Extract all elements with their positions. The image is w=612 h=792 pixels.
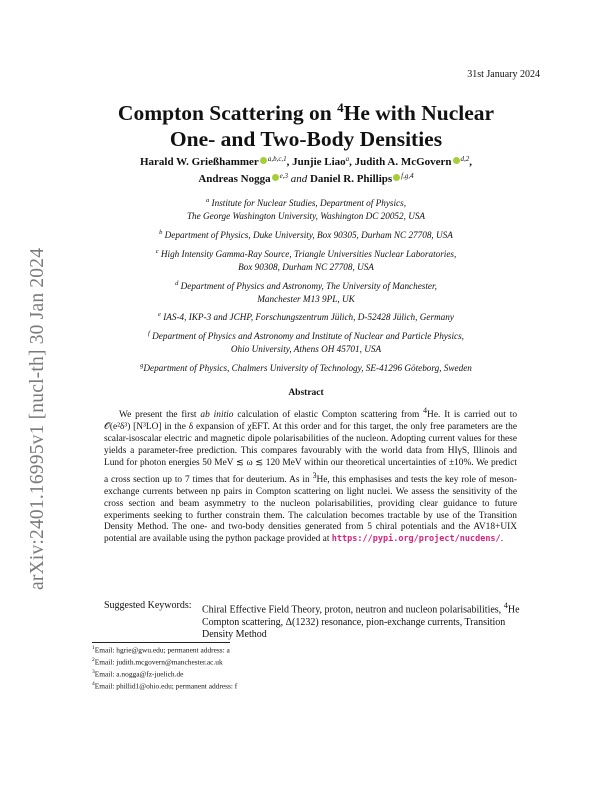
footnote [92, 669, 183, 678]
authors-and: and [290, 173, 308, 185]
abstract-text: calculation of elastic Compton scattering from [233, 410, 424, 421]
affiliation-label: c [155, 248, 159, 255]
keywords-text: He Compton scattering, Δ(1232) resonance, pion-exchange currents, Transition Density Method [202, 604, 520, 641]
title-part: Compton Scattering on [117, 101, 338, 126]
abstract-body [104, 405, 517, 546]
footnote-text: Email: hgrie@gwu.edu; permanent address: a [94, 645, 230, 655]
affiliation-d [72, 278, 540, 305]
affiliation-label: a [206, 197, 210, 204]
affiliation-line: High Intensity Gamma-Ray Source, Triangle Universities Nuclear Laboratories, [160, 249, 457, 260]
keywords-superscript: 4 [503, 601, 508, 610]
paper-title [80, 95, 532, 152]
footnote-number: 3 [92, 669, 95, 675]
abstract-text: We present the first [119, 410, 201, 421]
orcid-icon[interactable] [393, 174, 400, 181]
footnote [92, 681, 237, 690]
affiliation-g [72, 360, 540, 375]
title-line-2: One- and Two-Body Densities [169, 127, 443, 152]
paper-date: 31st January 2024 [467, 69, 540, 80]
affiliation-line: Department of Physics and Astronomy and Institute of Nuclear and Particle Physics, [152, 331, 464, 342]
author-name: Junjie Liao [292, 156, 346, 168]
author-name: Judith A. McGovern [354, 156, 452, 168]
affiliation-line: Manchester M13 9PL, UK [257, 293, 355, 304]
affiliation-line: Department of Physics, Chalmers University of Technology, SE-41296 Göteborg, Sweden [143, 363, 472, 374]
affiliation-line: Ohio University, Athens OH 45701, USA [230, 343, 382, 354]
author-name: Andreas Nogga [198, 173, 271, 185]
abstract-superscript: 3 [312, 470, 317, 480]
abstract-superscript: 4 [423, 406, 428, 415]
arxiv-stamp-text: arXiv:2401.16995v1 [nucl-th] 30 Jan 2024 [27, 247, 48, 590]
affiliation-label: e [158, 311, 161, 318]
footnote-divider [92, 642, 230, 643]
nucdens-package-link[interactable]: https://pypi.org/project/nucdens/ [331, 534, 501, 545]
author-affiliation-marks: d,2 [460, 155, 470, 163]
affiliation-line: Institute for Nuclear Studies, Department of Physics, [211, 198, 406, 209]
footnote-text: Email: judith.mcgovern@manchester.ac.uk [94, 657, 223, 667]
author-affiliation-marks: e,3 [279, 172, 288, 180]
abstract-emphasis: ab initio [200, 410, 234, 421]
authors-line-1: Harald W. Grießhammer $^{a,b,c,1}$, Junjie Liao$^a$, Judith A. McGovern $^{d,2}$, [139, 155, 473, 168]
affiliation-a [72, 195, 540, 222]
affiliation-label: g [140, 362, 144, 369]
author-name: Daniel R. Phillips [309, 173, 393, 185]
affiliation-e [72, 309, 540, 324]
affiliation-b [72, 227, 540, 242]
footnote-text: Email: phillid1@ohio.edu; permanent address: f [94, 681, 238, 691]
orcid-icon[interactable] [272, 174, 279, 181]
author-affiliation-marks: a,b,c,1 [267, 155, 287, 163]
abstract-heading: Abstract [288, 388, 324, 398]
title-superscript: 4 [337, 100, 344, 115]
affiliation-line: The George Washington University, Washington DC 20052, USA [186, 210, 426, 221]
affiliation-label: b [159, 229, 163, 236]
title-part: He with Nuclear [343, 101, 495, 126]
affiliation-c [72, 246, 540, 273]
affiliation-f [72, 328, 540, 355]
author-affiliation-marks: a [345, 155, 350, 163]
footnote [92, 657, 223, 666]
authors-line-2 [80, 172, 532, 185]
orcid-icon[interactable] [453, 157, 460, 164]
footnote-number: 2 [92, 657, 95, 663]
author-affiliation-marks: f,g,4 [401, 172, 414, 180]
affiliation-line: Box 90308, Durham NC 27708, USA [238, 261, 374, 272]
affiliation-line: IAS-4, IKP-3 and JCHP, Forschungszentrum Jülich, D-52428 Jülich, Germany [163, 312, 454, 323]
keywords-list [202, 600, 520, 642]
footnote [92, 645, 230, 654]
affiliation-line: Department of Physics, Duke University, Box 90305, Durham NC 27708, USA [164, 230, 453, 241]
orcid-icon[interactable] [260, 157, 267, 164]
keywords-text: Chiral Effective Field Theory, proton, neutron and nucleon polarisabilities, [202, 604, 504, 616]
footnote-number: 4 [92, 681, 95, 687]
footnote-text: Email: a.nogga@fz-juelich.de [94, 669, 184, 679]
affiliation-line: Department of Physics and Astronomy, The University of Manchester, [180, 281, 437, 292]
keywords-label: Suggested Keywords: [104, 600, 192, 611]
affiliation-label: f [148, 330, 150, 337]
abstract-text: . [500, 534, 504, 545]
author-name: Harald W. Grießhammer [139, 156, 259, 168]
abstract-text: He, this emphasises and tests the key role of meson-exchange currents between np pairs in Compton scattering on light nuclei. We assess the sensitivity of the cross section and beam asymmetry to the nucleon polarisabilities, providing clear guidance to future experiments seeking to further constrain them. The calculation becomes tractable by use of the Transition Density Method. The one- and two-body densities generated from 5 chiral potentials and the AV18+UIX potential are available using the python package provided at [104, 474, 517, 545]
footnote-number: 1 [92, 645, 95, 651]
abstract-text: He. It is carried out to 𝒪(e²δ³) [N³LO] in the δ expansion of χEFT. At this order and for this target, the only free parameters are the scalar-isoscalar electric and magnetic dipole polarisabilities of the nucleon. Adopting current values for these yields a parameter-free prediction. This compares favourably with the world data from HIγS, Illinois and Lund for photon energies 50 MeV ≲ ω ≲ 120 MeV within our theoretical uncertainties of ±10%. We predict a cross section up to 7 times that for deuterium. As in [104, 410, 518, 485]
arxiv-stamp [10, 220, 48, 590]
affiliation-label: d [175, 280, 179, 287]
